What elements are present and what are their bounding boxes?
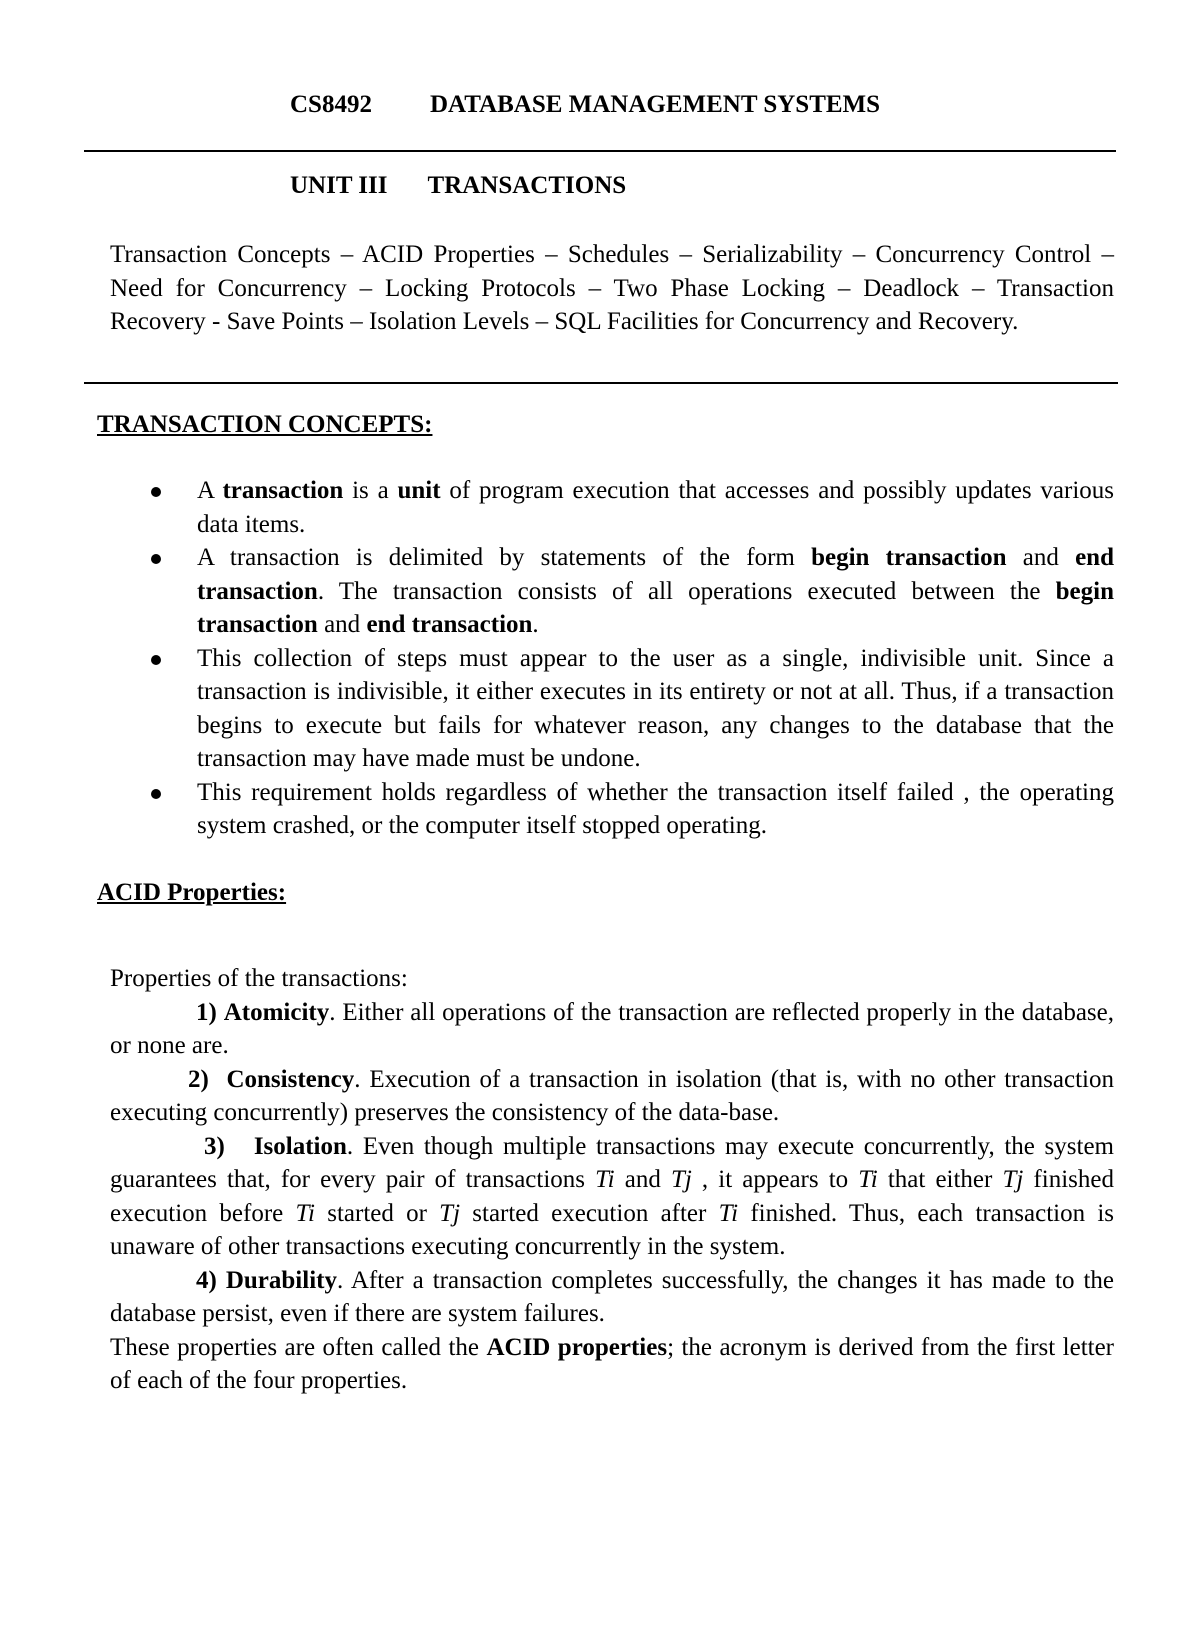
unit-title: TRANSACTIONS	[427, 172, 627, 199]
bullet-icon	[151, 655, 161, 665]
transaction-concepts-list	[197, 474, 1114, 843]
list-item: A transaction is delimited by statements of the form begin transaction and end transaction. The transaction consists of all operations executed between the begin transaction and end transaction.	[197, 541, 1114, 642]
transaction-concepts-heading: TRANSACTION CONCEPTS:	[97, 411, 433, 438]
property-consistency: 2) Consistency. Execution of a transaction in isolation (that is, with no other transaction executing concurrently) preserves the consistency of the data-base.	[110, 1065, 1114, 1126]
acid-closing: These properties are often called the ACID properties; the acronym is derived from the first letter of each of the four properties.	[110, 1333, 1115, 1394]
unit-syllabus: Transaction Concepts – ACID Properties – Schedules – Serializability – Concurrency Control – Need for Concurrency – Locking Protocols – Two Phase Locking – Deadlock – Transaction Recovery - Save Points – Isolation Levels – SQL Facilities for Concurrency and Recovery.	[110, 241, 1114, 335]
bullet-icon	[151, 487, 161, 497]
course-code: CS8492	[290, 91, 372, 118]
property-atomicity: 1) Atomicity. Either all operations of the transaction are reflected properly in the database, or none are.	[110, 998, 1115, 1059]
property-isolation: 3) Isolation. Even though multiple transactions may execute concurrently, the system guarantees that, for every pair of transactions Ti and Tj , it appears to Ti that either Tj finished execution before Ti started or Tj started execution after Ti finished. Thus, each transaction is unaware of other transactions executing concurrently in the system.	[110, 1132, 1115, 1260]
unit-number: UNIT III	[290, 172, 388, 199]
bullet-icon	[151, 789, 161, 799]
header-divider	[84, 150, 1116, 152]
course-title: DATABASE MANAGEMENT SYSTEMS	[429, 91, 881, 118]
bullet-icon	[151, 554, 161, 564]
property-durability: 4) Durability. After a transaction completes successfully, the changes it has made to the database persist, even if there are system failures.	[110, 1266, 1114, 1327]
acid-intro: Properties of the transactions:	[110, 965, 408, 992]
list-item: This collection of steps must appear to the user as a single, indivisible unit. Since a transaction is indivisible, it either executes in its entirety or not at all. Thus, if a transaction begins to execute but fails for whatever reason, any changes to the database that the transaction may have made must be undone.	[197, 642, 1114, 776]
acid-properties-heading: ACID Properties:	[97, 879, 287, 906]
acid-properties-body	[110, 962, 1114, 1398]
syllabus-divider	[84, 382, 1118, 384]
list-item: A transaction is a unit of program execution that accesses and possibly updates various data items.	[197, 474, 1114, 541]
unit-header	[290, 169, 626, 203]
list-item: This requirement holds regardless of whether the transaction itself failed , the operating system crashed, or the computer itself stopped operating.	[197, 776, 1114, 843]
course-header	[290, 88, 880, 122]
